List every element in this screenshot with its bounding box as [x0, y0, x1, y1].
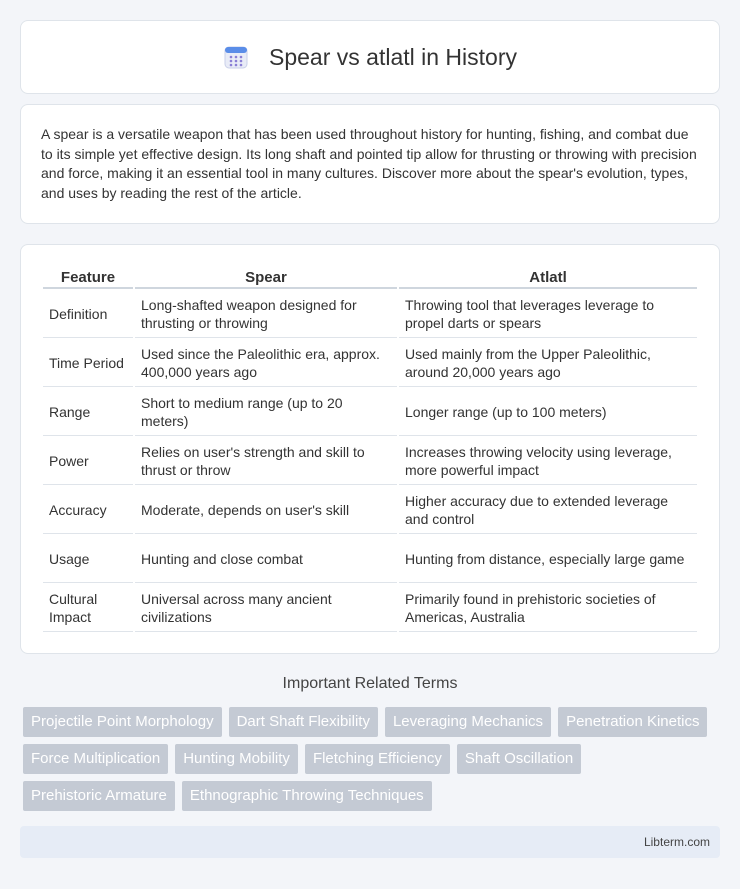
atlatl-cell: Increases throwing velocity using leverage, more powerful impact [399, 438, 697, 485]
spear-cell: Relies on user's strength and skill to thrust or throw [135, 438, 397, 485]
related-terms-list [23, 707, 723, 818]
atlatl-cell: Higher accuracy due to extended leverage and control [399, 487, 697, 534]
feature-cell: Cultural Impact [43, 585, 133, 632]
table-header-row [43, 267, 697, 289]
footer-site-link[interactable]: Libterm.com [643, 835, 710, 849]
column-header-feature: Feature [43, 267, 133, 289]
related-term-tag[interactable]: Prehistoric Armature [23, 781, 175, 811]
comparison-table [41, 265, 699, 634]
feature-cell: Accuracy [43, 487, 133, 534]
related-term-tag[interactable]: Leveraging Mechanics [385, 707, 551, 737]
related-term-tag[interactable]: Fletching Efficiency [305, 744, 450, 774]
intro-card [20, 104, 720, 224]
footer [20, 826, 720, 858]
related-term-tag[interactable]: Force Multiplication [23, 744, 168, 774]
atlatl-cell: Hunting from distance, especially large game [399, 536, 697, 583]
related-term-tag[interactable]: Shaft Oscillation [457, 744, 581, 774]
spear-cell: Universal across many ancient civilizations [135, 585, 397, 632]
table-row [43, 389, 697, 436]
table-row [43, 536, 697, 583]
table-row [43, 487, 697, 534]
table-row [43, 438, 697, 485]
intro-text: A spear is a versatile weapon that has been used throughout history for hunting, fishing, and combat due to its simple yet effective design. Its long shaft and pointed tip allow for thrusting or throwing with precision and force, making it an essential tool in many cultures. Discover more about the spear's evolution, types, and uses by reading the rest of the article. [41, 126, 697, 201]
feature-cell: Power [43, 438, 133, 485]
related-term-tag[interactable]: Dart Shaft Flexibility [229, 707, 378, 737]
related-term-tag[interactable]: Hunting Mobility [175, 744, 298, 774]
spear-cell: Used since the Paleolithic era, approx. 400,000 years ago [135, 340, 397, 387]
atlatl-cell: Throwing tool that leverages leverage to propel darts or spears [399, 291, 697, 338]
page-title: Spear vs atlatl in History [269, 43, 517, 70]
atlatl-cell: Used mainly from the Upper Paleolithic, around 20,000 years ago [399, 340, 697, 387]
related-term-tag[interactable]: Ethnographic Throwing Techniques [182, 781, 432, 811]
atlatl-cell: Primarily found in prehistoric societies of Americas, Australia [399, 585, 697, 632]
related-terms-title: Important Related Terms [282, 675, 458, 692]
feature-cell: Definition [43, 291, 133, 338]
spear-cell: Short to medium range (up to 20 meters) [135, 389, 397, 436]
calendar-icon [223, 44, 249, 70]
feature-cell: Usage [43, 536, 133, 583]
header-card [20, 20, 720, 94]
comparison-card [20, 244, 720, 654]
related-term-tag[interactable]: Penetration Kinetics [558, 707, 707, 737]
table-row [43, 585, 697, 632]
feature-cell: Time Period [43, 340, 133, 387]
spear-cell: Hunting and close combat [135, 536, 397, 583]
column-header-atlatl: Atlatl [399, 267, 697, 289]
atlatl-cell: Longer range (up to 100 meters) [399, 389, 697, 436]
related-term-tag[interactable]: Projectile Point Morphology [23, 707, 222, 737]
table-row [43, 340, 697, 387]
column-header-spear: Spear [135, 267, 397, 289]
table-row [43, 291, 697, 338]
spear-cell: Long-shafted weapon designed for thrusting or throwing [135, 291, 397, 338]
feature-cell: Range [43, 389, 133, 436]
spear-cell: Moderate, depends on user's skill [135, 487, 397, 534]
